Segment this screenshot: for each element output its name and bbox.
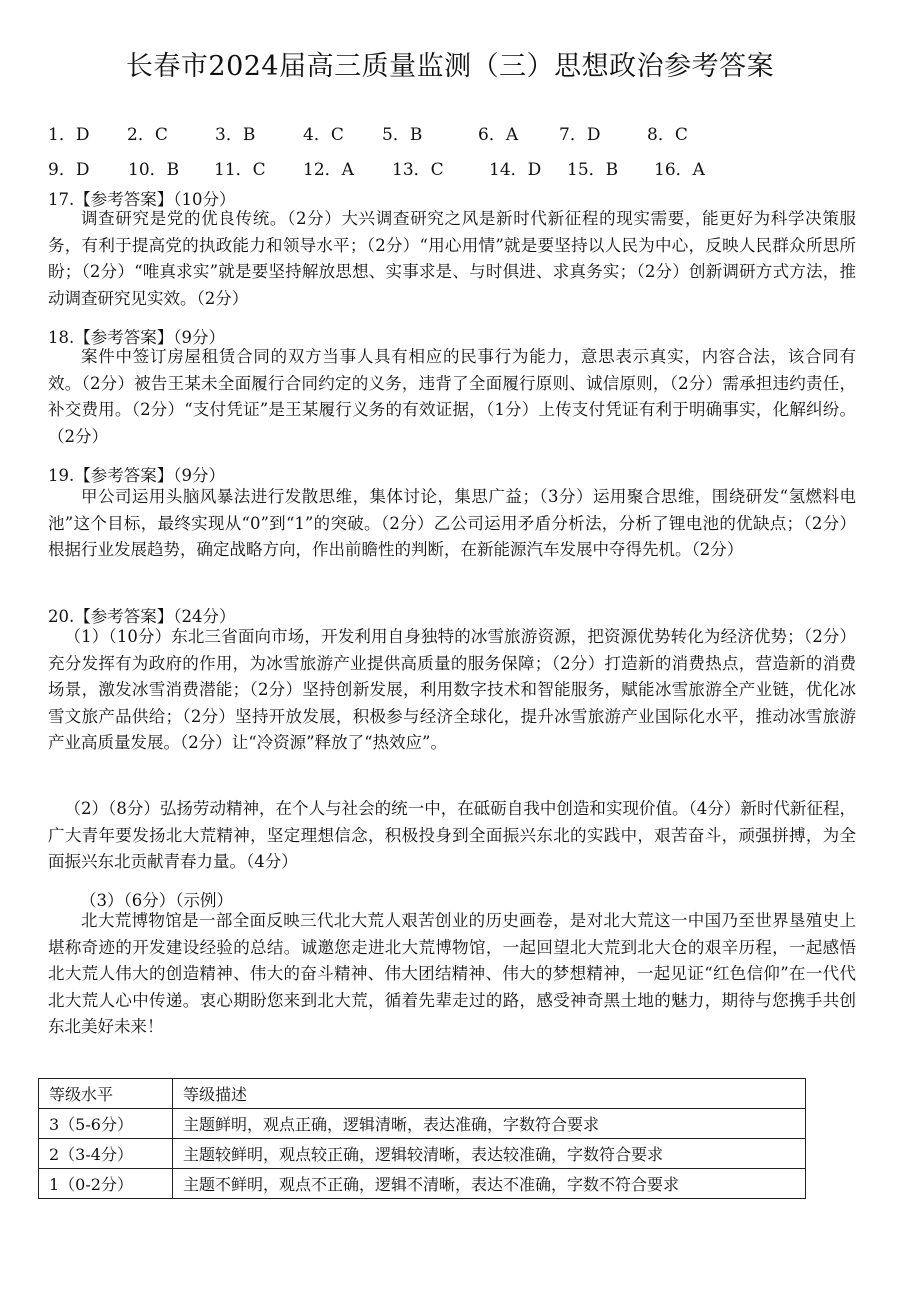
grade-level-cell: 2（3-4分） — [39, 1139, 173, 1169]
mc-answer: 15．B — [567, 160, 619, 180]
q20-part1: （1）（10分）东北三省面向市场，开发利用自身独特的冰雪旅游资源，把资源优势转化为经济优势；（2分）充分发挥有为政府的作用，为冰雪旅游产业提供高质量的服务保障；（2分）打造新的消费热点，营造新的消费场景，激发冰雪消费潜能；（2分）坚持创新发展，利用数字技术和智能服务，赋能冰雪旅游全产业链，优化冰雪文旅产品供给；（2分）坚持开放发展，积极参与经济全球化，提升冰雪旅游产业国际化水平，推动冰雪旅游产业高质量发展。（2分）让“冷资源”释放了“热效应”。 — [48, 627, 856, 753]
table-header-cell: 等级水平 — [39, 1079, 173, 1109]
grade-level-cell: 3（5-6分） — [39, 1109, 173, 1139]
mc-answer: 5．B — [382, 125, 423, 145]
mc-answer: 14．D — [489, 160, 542, 180]
table-header-cell: 等级描述 — [173, 1079, 806, 1109]
q17-heading: 17.【参考答案】（10分） — [48, 190, 236, 209]
table-row — [39, 1169, 806, 1199]
mc-answer: 10．B — [128, 160, 180, 180]
page-title: 长春市2024届高三质量监测（三）思想政治参考答案 — [125, 51, 775, 82]
grade-description-cell: 主题鲜明，观点正确，逻辑清晰，表达准确，字数符合要求 — [173, 1109, 806, 1139]
mc-answer: 8．C — [647, 125, 688, 145]
q18-heading: 18.【参考答案】（9分） — [48, 328, 225, 347]
mc-answer: 3．B — [215, 125, 256, 145]
q17-answer: 调查研究是党的优良传统。（2分）大兴调查研究之风是新时代新征程的现实需要，能更好为科学决策服务，有利于提高党的执政能力和领导水平；（2分）“用心用情”就是要坚持以人民为中心，反映人民群众所思所盼；（2分）“唯真求实”就是要坚持解放思想、实事求是、与时俱进、求真务实；（2分）创新调研方式方法，推动调查研究见实效。（2分） — [48, 209, 856, 308]
q20-part3-label: （3）（6分）（示例） — [80, 891, 233, 910]
mc-answer: 12．A — [303, 160, 354, 180]
q19-answer: 甲公司运用头脑风暴法进行发散思维，集体讨论，集思广益；（3分）运用聚合思维，围绕研发“氢燃料电池”这个目标，最终实现从“0”到“1”的突破。（2分）乙公司运用矛盾分析法，分析了锂电池的优缺点；（2分）根据行业发展趋势，确定战略方向，作出前瞻性的判断，在新能源汽车发展中夺得先机。（2分） — [48, 487, 856, 560]
q20-part3: 北大荒博物馆是一部全面反映三代北大荒人艰苦创业的历史画卷，是对北大荒这一中国乃至世界垦殖史上堪称奇迹的开发建设经验的总结。诚邀您走进北大荒博物馆，一起回望北大荒到北大仓的艰辛历程，一起感悟北大荒人伟大的创造精神、伟大的奋斗精神、伟大团结精神、伟大的梦想精神，一起见证“红色信仰”在一代代北大荒人心中传递。衷心期盼您来到北大荒，循着先辈走过的路，感受神奇黑土地的魅力，期待与您携手共创东北美好未来！ — [48, 911, 856, 1037]
mc-answer: 6．A — [478, 125, 519, 145]
mc-answer: 9．D — [48, 160, 90, 180]
mc-answer: 4．C — [303, 125, 344, 145]
mc-answer: 2．C — [127, 125, 168, 145]
mc-answer: 7．D — [559, 125, 601, 145]
grade-description-cell: 主题不鲜明，观点不正确，逻辑不清晰，表达不准确，字数不符合要求 — [173, 1169, 806, 1199]
table-header-row — [39, 1079, 806, 1109]
q19-heading: 19.【参考答案】（9分） — [48, 466, 225, 485]
table-row — [39, 1139, 806, 1169]
mc-answer: 11．C — [214, 160, 266, 180]
grade-description-cell: 主题较鲜明，观点较正确，逻辑较清晰，表达较准确，字数符合要求 — [173, 1139, 806, 1169]
q20-heading: 20.【参考答案】（24分） — [48, 607, 236, 626]
grade-table — [38, 1078, 806, 1199]
q18-answer: 案件中签订房屋租赁合同的双方当事人具有相应的民事行为能力，意思表示真实，内容合法，该合同有效。（2分）被告王某未全面履行合同约定的义务，违背了全面履行原则、诚信原则，（2分）需承担违约责任，补交费用。（2分）“支付凭证”是王某履行义务的有效证据，（1分）上传支付凭证有利于明确事实，化解纠纷。（2分） — [48, 347, 856, 446]
grade-level-cell: 1（0-2分） — [39, 1169, 173, 1199]
table-row — [39, 1109, 806, 1139]
mc-answer: 13．C — [392, 160, 444, 180]
mc-answer: 16．A — [654, 160, 705, 180]
q20-part2: （2）（8分）弘扬劳动精神，在个人与社会的统一中，在砥砺自我中创造和实现价值。（4分）新时代新征程，广大青年要发扬北大荒精神，坚定理想信念，积极投身到全面振兴东北的实践中，艰苦奋斗，顽强拼搏，为全面振兴东北贡献青春力量。（4分） — [48, 799, 856, 872]
mc-answer: 1．D — [48, 125, 90, 145]
